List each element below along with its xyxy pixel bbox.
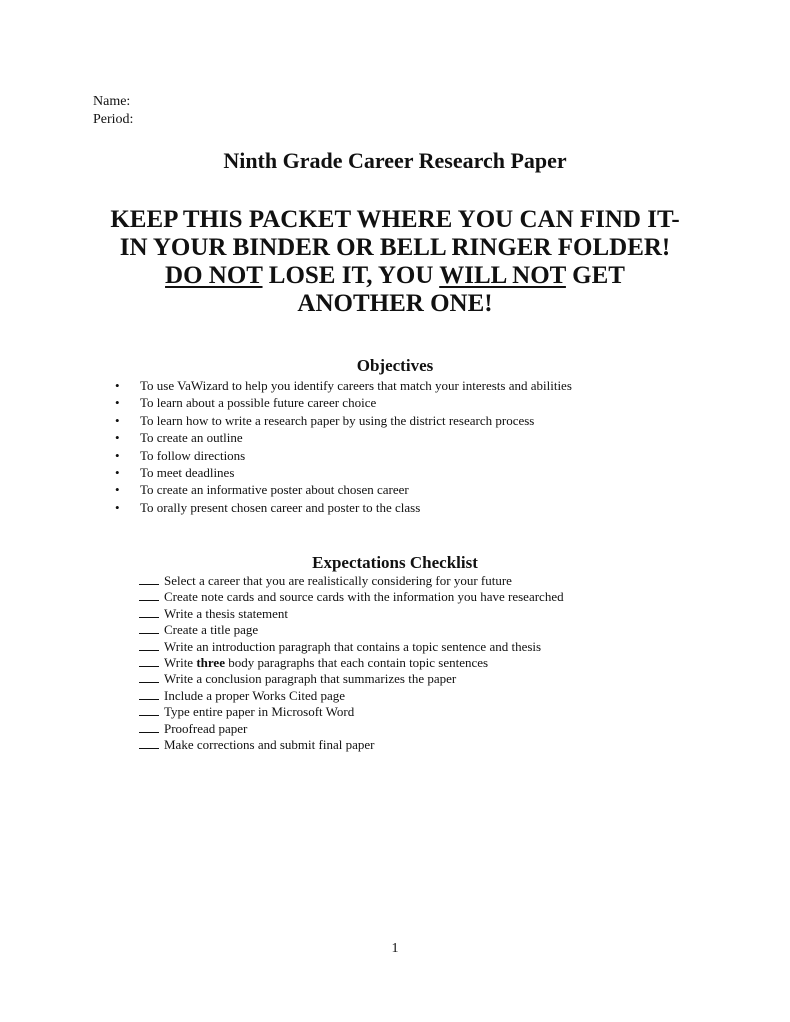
objectives-list (115, 377, 572, 516)
checklist-item (139, 688, 564, 704)
checklist-text: Type entire paper in Microsoft Word (164, 704, 355, 720)
page-number: 1 (391, 941, 399, 956)
warning-line-3 (0, 262, 790, 290)
list-item (115, 377, 572, 394)
checklist-item (139, 721, 564, 737)
checkbox-blank-line (139, 574, 159, 585)
objective-text: To learn about a possible future career choice (140, 395, 377, 411)
objective-text: To create an informative poster about chosen career (140, 482, 409, 498)
document-title: Ninth Grade Career Research Paper (223, 148, 567, 173)
bullet-icon: • (115, 430, 120, 446)
bullet-icon: • (115, 447, 120, 463)
bullet-icon: • (115, 378, 120, 393)
checkbox-blank-line (139, 640, 159, 651)
checklist-item (139, 589, 564, 605)
checklist-text: Write an introduction paragraph that contains a topic sentence and thesis (164, 638, 542, 654)
emphasis-three: three (196, 655, 225, 671)
checkbox-blank-line (139, 607, 159, 618)
checklist-item (139, 704, 564, 720)
list-item (115, 464, 572, 481)
checklist-item (139, 622, 564, 638)
do-not-emphasis: DO NOT (165, 262, 263, 289)
warning-notice (0, 206, 790, 318)
checklist-item (139, 737, 564, 753)
checkbox-blank-line (139, 672, 159, 683)
warning-line-2: IN YOUR BINDER OR BELL RINGER FOLDER! (119, 234, 671, 261)
checklist-item (139, 573, 564, 589)
bullet-icon: • (115, 482, 120, 498)
checklist-text: Proofread paper (164, 720, 248, 736)
objective-text: To follow directions (140, 447, 246, 463)
checklist-text: Write (164, 655, 197, 671)
list-item (115, 394, 572, 411)
expectations-checklist (139, 573, 564, 753)
warning-line-1: KEEP THIS PACKET WHERE YOU CAN FIND IT- (110, 206, 680, 233)
checkbox-blank-line (139, 656, 159, 667)
checklist-item (139, 606, 564, 622)
bullet-icon: • (115, 465, 120, 481)
bullet-icon: • (115, 499, 120, 515)
checklist-text: Include a proper Works Cited page (164, 687, 346, 703)
objective-text: To use VaWizard to help you identify careers that match your interests and abilities (140, 378, 572, 393)
objectives-heading: Objectives (356, 356, 434, 375)
checklist-text: Write a thesis statement (164, 605, 289, 621)
objective-text: To learn how to write a research paper by using the district research process (140, 412, 535, 428)
checkbox-blank-line (139, 623, 159, 634)
period-label: Period: (93, 112, 134, 127)
will-not-emphasis: WILL NOT (439, 262, 566, 289)
checkbox-blank-line (139, 689, 159, 700)
warning-line-4: ANOTHER ONE! (297, 290, 493, 317)
list-item (115, 481, 572, 498)
checkbox-blank-line (139, 722, 159, 733)
list-item (115, 412, 572, 429)
checklist-item (139, 639, 564, 655)
checkbox-blank-line (139, 705, 159, 716)
name-label: Name: (93, 94, 131, 109)
list-item (115, 429, 572, 446)
student-info-fields (93, 93, 133, 129)
checklist-text: body paragraphs that each contain topic sentences (224, 655, 489, 671)
warning-text: GET (565, 262, 625, 289)
bullet-icon: • (115, 395, 120, 411)
list-item (115, 499, 572, 516)
checklist-text: Write a conclusion paragraph that summarizes the paper (164, 671, 457, 687)
objective-text: To create an outline (140, 430, 243, 446)
objective-text: To orally present chosen career and poster to the class (140, 499, 421, 515)
checklist-text: Make corrections and submit final paper (164, 737, 375, 753)
checklist-text: Select a career that you are realistically considering for your future (164, 573, 512, 588)
checklist-text: Create note cards and source cards with the information you have researched (164, 589, 564, 605)
checklist-text: Create a title page (164, 622, 259, 638)
checkbox-blank-line (139, 738, 159, 749)
checkbox-blank-line (139, 590, 159, 601)
objective-text: To meet deadlines (140, 465, 235, 481)
expectations-heading: Expectations Checklist (312, 553, 478, 572)
list-item (115, 447, 572, 464)
bullet-icon: • (115, 412, 120, 428)
checklist-item (139, 655, 564, 671)
checklist-item (139, 671, 564, 687)
warning-text: LOSE IT, YOU (262, 262, 440, 289)
